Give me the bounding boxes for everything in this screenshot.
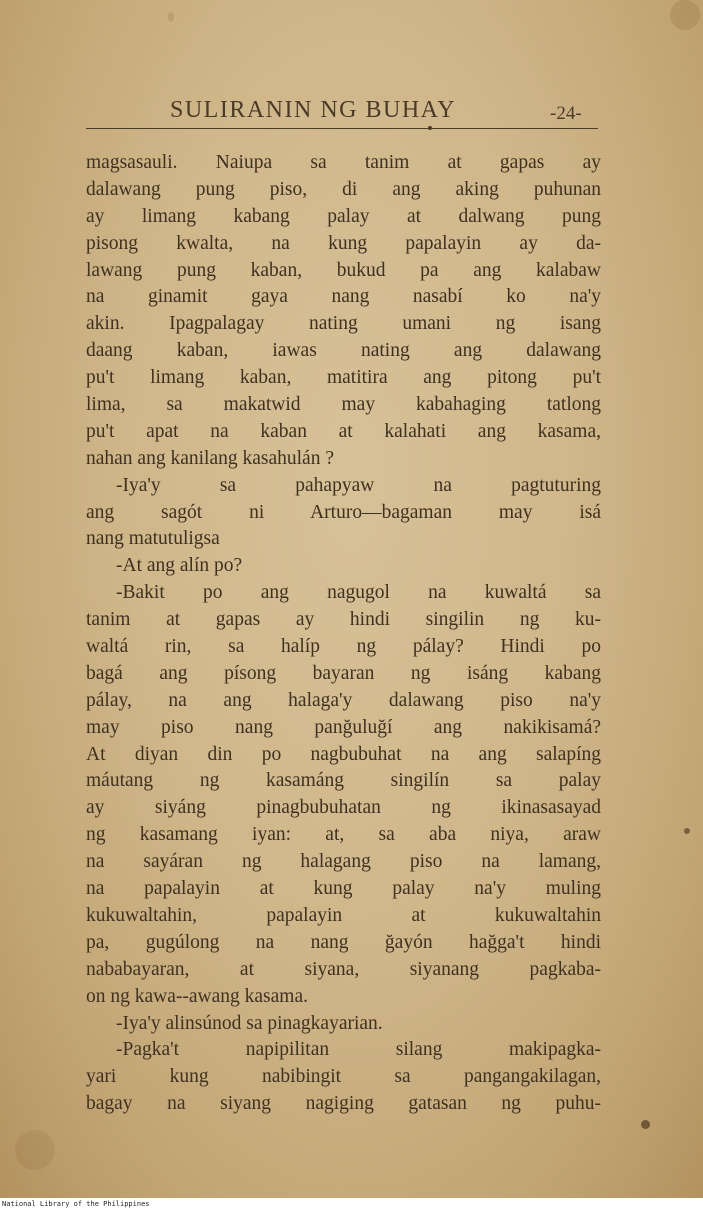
text-line: pu't apat na kaban at kalahati ang kasama,	[86, 420, 601, 442]
text-line: máutang ng kasamáng singilín sa palay	[86, 770, 601, 792]
header-rule	[86, 128, 598, 129]
text-line: -Iya'y alinsúnod sa pinagkayarian.	[116, 1012, 383, 1034]
text-line: pu't limang kaban, matitira ang pitong pu't	[86, 367, 601, 389]
foxing-spot	[168, 12, 174, 22]
text-line: pálay, na ang halaga'y dalawang piso na'y	[86, 689, 601, 711]
page-header	[0, 95, 703, 135]
header-rule-ornament	[428, 126, 432, 130]
text-line: ang sagót ni Arturo—bagaman may isá	[86, 501, 601, 523]
text-line: ay siyáng pinagbubuhatan ng ikinasasayad	[86, 797, 601, 819]
text-line: tanim at gapas ay hindi singilin ng ku-	[86, 609, 601, 631]
text-line: nahan ang kanilang kasahulán ?	[86, 447, 334, 469]
foxing-spot	[670, 0, 700, 30]
text-line: dalawang pung piso, di ang aking puhunan	[86, 178, 601, 200]
text-line: na ginamit gaya nang nasabí ko na'y	[86, 286, 601, 308]
text-line: na papalayin at kung palay na'y muling	[86, 878, 601, 900]
text-line: lawang pung kaban, bukud pa ang kalabaw	[86, 259, 601, 281]
page-number: -24-	[550, 103, 582, 124]
text-line: na sayáran ng halagang piso na lamang,	[86, 851, 601, 873]
foxing-spot	[641, 1120, 650, 1129]
text-line: kukuwaltahin, papalayin at kukuwaltahin	[86, 904, 601, 926]
text-line: akin. Ipagpalagay nating umani ng isang	[86, 313, 601, 335]
text-line: waltá rin, sa halíp ng pálay? Hindi po	[86, 636, 601, 658]
body-text	[86, 150, 601, 1118]
text-line: daang kaban, iawas nating ang dalawang	[86, 340, 601, 362]
text-line: -Iya'y sa pahapyaw na pagtuturing	[116, 474, 601, 496]
text-line: pa, gugúlong na nang ğayón hağga't hindi	[86, 931, 601, 953]
running-title: SULIRANIN NG BUHAY	[170, 97, 457, 123]
text-line: nababayaran, at siyana, siyanang pagkaba-	[86, 958, 601, 980]
text-line: bagay na siyang nagiging gatasan ng puhu-	[86, 1093, 601, 1115]
text-line: on ng kawa--awang kasama.	[86, 985, 308, 1007]
library-attribution: National Library of the Philippines	[2, 1200, 150, 1208]
text-line: pisong kwalta, na kung papalayin ay da-	[86, 232, 601, 254]
text-line: -Bakit po ang nagugol na kuwaltá sa	[116, 582, 601, 604]
text-line: lima, sa makatwid may kabahaging tatlong	[86, 394, 601, 416]
foxing-spot	[684, 828, 690, 834]
foxing-spot	[15, 1130, 55, 1170]
text-line: nang matutuligsa	[86, 528, 220, 550]
text-line: At diyan din po nagbubuhat na ang salapíng	[86, 743, 601, 765]
text-line: ng kasamang iyan: at, sa aba niya, araw	[86, 824, 601, 846]
text-line: -Pagka't napipilitan silang makipagka-	[116, 1039, 601, 1061]
text-line: bagá ang písong bayaran ng isáng kabang	[86, 662, 601, 684]
text-line: yari kung nabibingit sa pangangakilagan,	[86, 1066, 601, 1088]
text-line: ay limang kabang palay at dalwang pung	[86, 205, 601, 227]
text-line: may piso nang panğuluğí ang nakikisamá?	[86, 716, 601, 738]
text-line: -At ang alín po?	[116, 555, 243, 577]
text-line: magsasauli. Naiupa sa tanim at gapas ay	[86, 152, 601, 173]
